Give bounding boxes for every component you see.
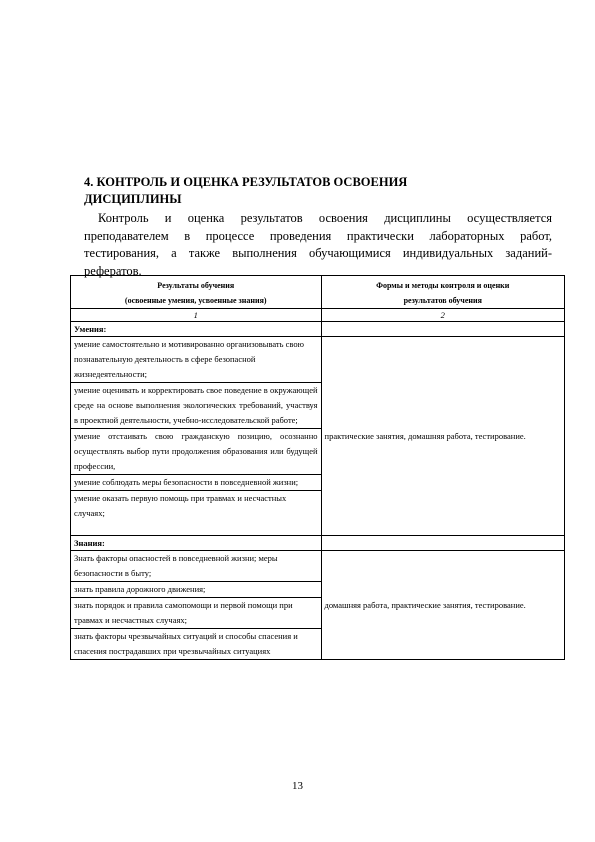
knowledge-methods: домашняя работа, практические занятия, тестирование. [321,551,564,660]
knowledge-item: знать порядок и правила самопомощи и первой помощи при травмах и несчастных случаях; [71,598,322,629]
knowledge-item: Знать факторы опасностей в повседневной жизни; меры безопасности в быту; [71,551,322,582]
skills-methods: практические занятия, домашняя работа, тестирование. [321,337,564,536]
knowledge-label: Знания: [71,536,322,551]
knowledge-item: знать факторы чрезвычайных ситуаций и способы спасения и спасения пострадавших при чрезвычайных ситуациях [71,629,322,660]
skill-item: умение соблюдать меры безопасности в повседневной жизни; [71,475,322,491]
table-row [71,551,565,582]
page-number: 13 [292,780,303,792]
section-heading-line1: 4. КОНТРОЛЬ И ОЦЕНКА РЕЗУЛЬТАТОВ ОСВОЕНИЯ [84,175,408,189]
skills-section-row [71,322,565,337]
skill-item: умение оказать первую помощь при травмах и несчастных случаях; [71,491,322,536]
column-number-row [71,309,565,322]
results-table [70,275,565,660]
skill-item: умение отстаивать свою гражданскую позицию, осознанно осуществлять выбор пути продолжения образования или будущей профессии, [71,429,322,475]
knowledge-item: знать правила дорожного движения; [71,582,322,598]
skills-label: Умения: [71,322,322,337]
column-number-1: 1 [71,309,322,322]
section-heading-line2: ДИСЦИПЛИНЫ [84,192,182,206]
table-header-row [71,276,565,309]
header-methods: Формы и методы контроля и оценки результатов обучения [321,276,564,309]
skill-item: умение оценивать и корректировать свое поведение в окружающей среде на основе выполнения экологических требований, участвуя в проектной деятельности, учебно-исследовательской работе; [71,383,322,429]
skill-item: умение самостоятельно и мотивированно организовывать свою познавательную деятельность в сфере безопасной жизнедеятельности; [71,337,322,383]
section-heading [84,174,524,208]
intro-paragraph: Контроль и оценка результатов освоения дисциплины осуществляется преподавателем в процессе проведения практически лабораторных работ, тестирования, а также выполнения обучающимися индивидуальных заданий-рефератов. [84,211,552,278]
table-row [71,337,565,383]
header-results: Результаты обучения (освоенные умения, усвоенные знания) [71,276,322,309]
knowledge-section-row [71,536,565,551]
column-number-2: 2 [321,309,564,322]
